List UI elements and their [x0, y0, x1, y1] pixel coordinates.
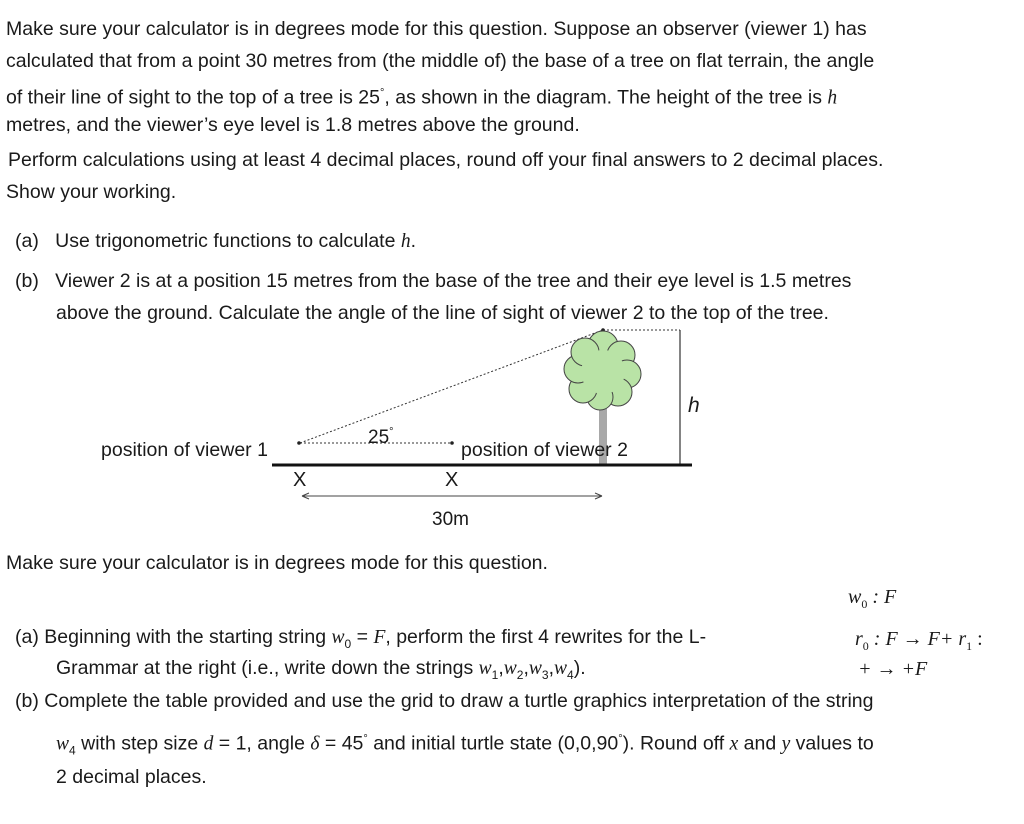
q2-part-b-line-2 — [56, 724, 874, 765]
q2-comma-3: , — [548, 657, 555, 679]
q2-a-l1a: (a) Beginning with the starting string — [15, 626, 332, 648]
grammar-rule-0-r: r — [855, 628, 863, 650]
viewer-1-marker: X — [293, 469, 307, 491]
grammar-rule-0-sub: 0 — [862, 639, 869, 653]
part-a-text: Use trigonometric functions to calculate — [55, 230, 401, 252]
q2-b-eq1: = 1, angle — [213, 732, 311, 755]
q1-intro-line-3a: of their line of sight to the top of a tree is 25 — [6, 86, 380, 109]
part-b-label: (b) — [15, 270, 39, 292]
q2-a-l2a: Grammar at the right (i.e., write down the strings — [56, 657, 479, 679]
grammar-axiom-w: w — [848, 586, 862, 608]
viewer-2-label: position of viewer 2 — [461, 439, 628, 461]
tree-foliage — [564, 331, 641, 410]
q2-b-deg-1: ° — [363, 733, 368, 745]
height-label: h — [688, 394, 700, 417]
q2-b-x: x — [729, 733, 739, 755]
part-a-label: (a) — [15, 230, 39, 252]
q2-comma-1: , — [498, 657, 504, 679]
grammar-axiom-rest: : F — [867, 586, 897, 608]
q2-part-a-line-2 — [56, 653, 586, 690]
part-b-text-1: Viewer 2 is at a position 15 metres from the base of the tree and their eye level is 1.5 metres — [55, 270, 852, 292]
q2-intro: Make sure your calculator is in degrees mode for this question. — [6, 552, 548, 574]
q2-w4: w — [554, 658, 568, 679]
q2-w3-sub: 3 — [541, 667, 549, 682]
grammar-rule-0-rest: : F → F+ r — [868, 628, 967, 650]
q1-intro-line-3b: , as shown in the diagram. The height of the tree is — [384, 86, 828, 109]
grammar-rule-1 — [858, 654, 927, 684]
q2-w1: w — [478, 658, 492, 679]
q2-b-deg-2: ° — [618, 733, 623, 745]
q1-intro-line-2: calculated that from a point 30 metres from (the middle of) the base of a tree on flat terrain, the angle — [6, 50, 875, 72]
q2-part-b-line-3: 2 decimal places. — [56, 766, 207, 788]
q2-b-w: w — [56, 733, 70, 755]
degree-symbol: ° — [379, 87, 385, 99]
q2-b-l2a: with step size — [75, 732, 204, 755]
q2-a-l1b: , perform the first 4 rewrites for the L- — [385, 626, 707, 648]
q2-b-and: and — [738, 732, 782, 755]
q2-w2-sub: 2 — [516, 667, 524, 682]
angle-label: 25° — [368, 426, 394, 448]
q2-b-delta: δ — [310, 733, 320, 755]
q1-instructions-line-1: Perform calculations using at least 4 decimal places, round off your final answers to 2 decimal places. — [8, 149, 884, 171]
q2-b-l2c: ). Round off — [622, 732, 730, 755]
q2-a-F: F — [373, 627, 386, 648]
viewer-1-label: position of viewer 1 — [101, 439, 268, 461]
grammar-rule-0-end: : — [972, 628, 983, 650]
q2-b-w-sub: 4 — [69, 743, 76, 758]
q1-intro-line-1: Make sure your calculator is in degrees mode for this question. Suppose an observer (viewer 1) has — [6, 18, 867, 40]
q1-instructions-line-2: Show your working. — [6, 181, 177, 203]
part-a-var-h: h — [400, 231, 411, 252]
viewer-1-eye-dot — [297, 441, 301, 445]
q2-b-l2d: values to — [790, 732, 874, 755]
q2-w2: w — [503, 658, 517, 679]
q2-comma-2: , — [523, 657, 529, 679]
grammar-axiom — [848, 582, 896, 619]
q2-b-d: d — [203, 733, 214, 755]
distance-label: 30m — [432, 509, 469, 530]
q2-a-eq: = — [351, 626, 374, 648]
viewer-2-marker: X — [445, 469, 459, 491]
line-of-sight — [300, 330, 603, 443]
q1-intro-line-4: metres, and the viewer’s eye level is 1.8 metres above the ground. — [6, 114, 580, 136]
q2-a-w0: w — [331, 627, 345, 648]
grammar-rule-1-text: + → +F — [858, 658, 928, 680]
grammar-rule-0-sub2: 1 — [966, 639, 973, 653]
q1-part-b-line-2: above the ground. Calculate the angle of the line of sight of viewer 2 to the top of the tree. — [56, 302, 829, 324]
q2-b-l2b: and initial turtle state (0,0,90 — [367, 732, 619, 755]
q2-a-l2b: ). — [573, 657, 586, 679]
part-a-end: . — [410, 230, 417, 252]
q2-w3: w — [528, 658, 542, 679]
q2-b-y: y — [781, 733, 791, 755]
viewer-2-eye-dot — [450, 441, 454, 445]
q2-part-b-line-1: (b) Complete the table provided and use the grid to draw a turtle graphics interpretation of the string — [15, 690, 874, 712]
var-h: h — [827, 87, 838, 109]
grammar-axiom-sub: 0 — [861, 597, 868, 611]
q2-b-eq2: = 45 — [319, 732, 364, 755]
q2-w1-sub: 1 — [491, 667, 499, 682]
q2-w4-sub: 4 — [567, 667, 574, 682]
q2-a-w0-sub: 0 — [344, 636, 352, 651]
